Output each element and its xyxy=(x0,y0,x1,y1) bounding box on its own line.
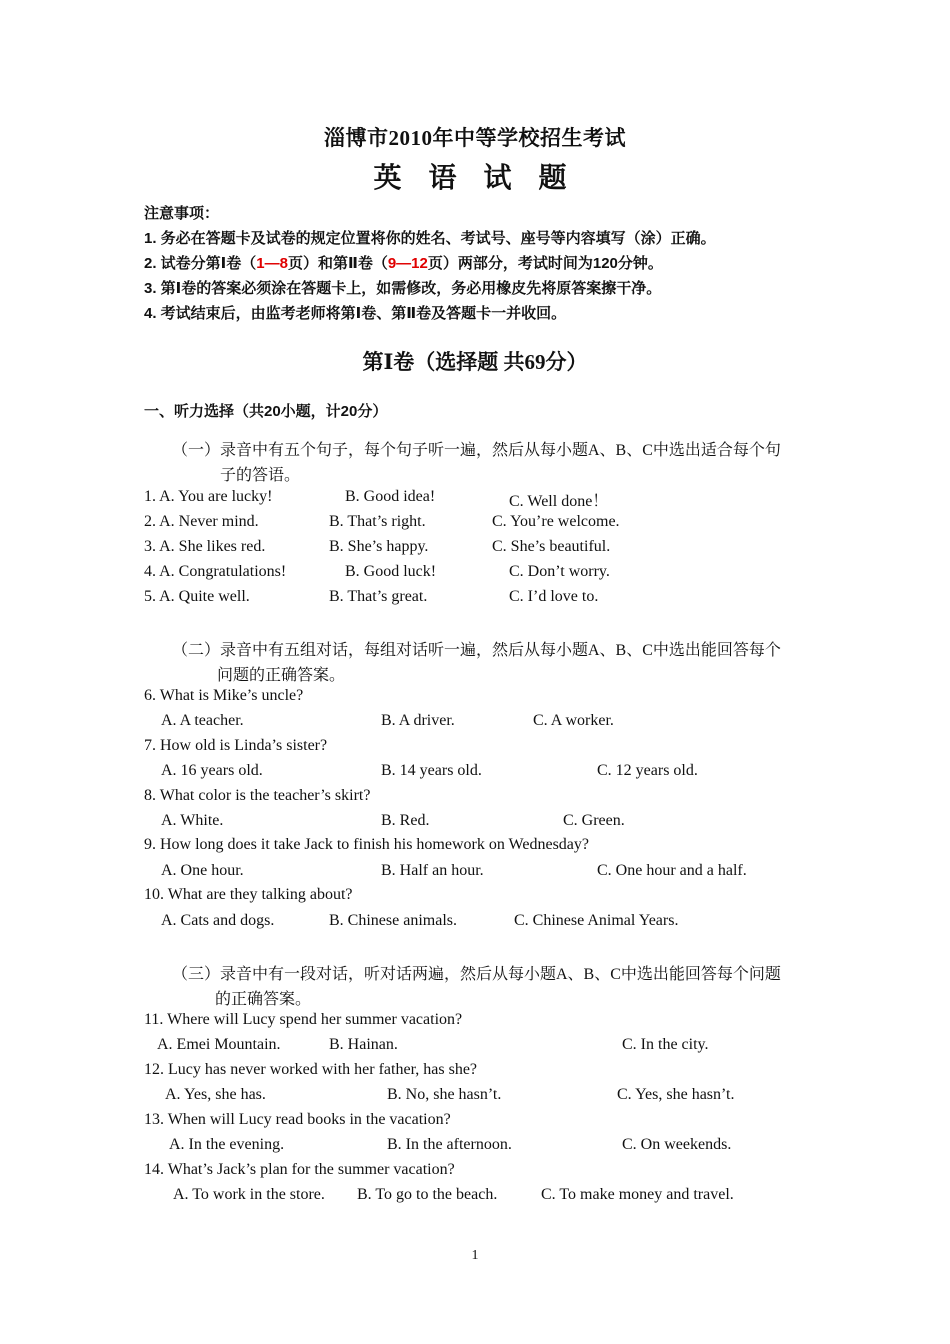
sub2-instruction-line2: 问题的正确答案。 xyxy=(217,667,346,684)
q7-option-a: A. 16 years old. xyxy=(161,762,263,779)
q14-option-c: C. To make money and travel. xyxy=(541,1186,734,1203)
q6-option-c: C. A worker. xyxy=(533,712,614,729)
exam-subtitle: 英 语 试 题 xyxy=(373,163,577,194)
q13-option-c: C. On weekends. xyxy=(622,1136,732,1153)
q11-option-a: A. Emei Mountain. xyxy=(157,1036,281,1053)
q12-option-a: A. Yes, she has. xyxy=(165,1086,266,1103)
q8-option-a: A. White. xyxy=(161,812,224,829)
sub1-instruction-line1: （一）录音中有五个句子，每个句子听一遍，然后从每小题A、B、C中选出适合每个句 xyxy=(172,442,781,459)
q3-option-a: 3. A. She likes red. xyxy=(144,538,266,555)
q7-question: 7. How old is Linda’s sister? xyxy=(144,737,328,754)
q11-question: 11. Where will Lucy spend her summer vacation? xyxy=(144,1011,463,1028)
q10-option-b: B. Chinese animals. xyxy=(329,912,457,929)
notice-item-2-part-e: 页）两部分，考试时间为120分钟。 xyxy=(427,255,663,272)
q12-option-b: B. No, she hasn’t. xyxy=(387,1086,502,1103)
q9-question: 9. How long does it take Jack to finish his homework on Wednesday? xyxy=(144,836,590,853)
notice-item-4: 4. 考试结束后，由监考老师将第Ⅰ卷、第Ⅱ卷及答题卡一并收回。 xyxy=(144,305,567,322)
q6-option-b: B. A driver. xyxy=(381,712,455,729)
q6-question: 6. What is Mike’s uncle? xyxy=(144,687,304,704)
q13-option-b: B. In the afternoon. xyxy=(387,1136,512,1153)
notice-item-2-pages-1: 1—8 xyxy=(256,255,288,272)
q13-question: 13. When will Lucy read books in the vacation? xyxy=(144,1111,451,1128)
sub3-instruction-line1: （三）录音中有一段对话，听对话两遍，然后从每小题A、B、C中选出能回答每个问题 xyxy=(172,966,781,983)
notice-item-3: 3. 第Ⅰ卷的答案必须涂在答题卡上，如需修改，务必用橡皮先将原答案擦干净。 xyxy=(144,280,662,297)
notice-item-2-pages-2: 9—12 xyxy=(387,255,428,272)
q10-question: 10. What are they talking about? xyxy=(144,886,353,903)
q2-option-b: B. That’s right. xyxy=(329,513,426,530)
notice-item-1: 1. 务必在答题卡及试卷的规定位置将你的姓名、考试号、座号等内容填写（涂）正确。 xyxy=(144,230,716,247)
q9-option-b: B. Half an hour. xyxy=(381,862,484,879)
q3-option-c: C. She’s beautiful. xyxy=(492,538,611,555)
part1-title: 一、听力选择（共20小题，计20分） xyxy=(144,403,388,420)
sub3-instruction-line2: 的正确答案。 xyxy=(215,991,312,1008)
q10-option-c: C. Chinese Animal Years. xyxy=(514,912,679,929)
q2-option-c: C. You’re welcome. xyxy=(492,513,620,530)
sub1-instruction-line2: 子的答语。 xyxy=(220,467,301,484)
q14-option-a: A. To work in the store. xyxy=(173,1186,325,1203)
q9-option-c: C. One hour and a half. xyxy=(597,862,747,879)
q1-option-c: C. Well done！ xyxy=(509,493,609,510)
q9-option-a: A. One hour. xyxy=(161,862,244,879)
q13-option-a: A. In the evening. xyxy=(169,1136,285,1153)
q6-option-a: A. A teacher. xyxy=(161,712,244,729)
notice-item-2-part-c: 页）和第Ⅱ卷（ xyxy=(287,255,388,272)
q5-option-c: C. I’d love to. xyxy=(509,588,599,605)
q12-question: 12. Lucy has never worked with her father, has she? xyxy=(144,1061,478,1078)
q14-option-b: B. To go to the beach. xyxy=(357,1186,498,1203)
q5-option-a: 5. A. Quite well. xyxy=(144,588,250,605)
q4-option-a: 4. A. Congratulations! xyxy=(144,563,287,580)
q7-option-b: B. 14 years old. xyxy=(381,762,482,779)
q12-option-c: C. Yes, she hasn’t. xyxy=(617,1086,735,1103)
q3-option-b: B. She’s happy. xyxy=(329,538,429,555)
q10-option-a: A. Cats and dogs. xyxy=(161,912,275,929)
volume-title: 第Ⅰ卷（选择题 共69分） xyxy=(362,350,588,374)
notice-item-2 xyxy=(144,252,663,273)
q8-option-b: B. Red. xyxy=(381,812,430,829)
q14-question: 14. What’s Jack’s plan for the summer vacation? xyxy=(144,1161,455,1178)
q11-option-c: C. In the city. xyxy=(622,1036,709,1053)
q1-option-b: B. Good idea! xyxy=(345,488,436,505)
q4-option-c: C. Don’t worry. xyxy=(509,563,610,580)
q5-option-b: B. That’s great. xyxy=(329,588,428,605)
sub2-instruction-line1: （二）录音中有五组对话，每组对话听一遍，然后从每小题A、B、C中选出能回答每个 xyxy=(172,642,781,659)
notice-heading: 注意事项： xyxy=(144,205,220,222)
q7-option-c: C. 12 years old. xyxy=(597,762,698,779)
q2-option-a: 2. A. Never mind. xyxy=(144,513,259,530)
q4-option-b: B. Good luck! xyxy=(345,563,437,580)
notice-item-2-part-a: 2. 试卷分第Ⅰ卷（ xyxy=(144,255,257,272)
page-number: 1 xyxy=(471,1248,479,1263)
q1-option-a: 1. A. You are lucky! xyxy=(144,488,273,505)
q11-option-b: B. Hainan. xyxy=(329,1036,398,1053)
q8-option-c: C. Green. xyxy=(563,812,625,829)
q8-question: 8. What color is the teacher’s skirt? xyxy=(144,787,371,804)
exam-title: 淄博市2010年中等学校招生考试 xyxy=(324,126,626,150)
